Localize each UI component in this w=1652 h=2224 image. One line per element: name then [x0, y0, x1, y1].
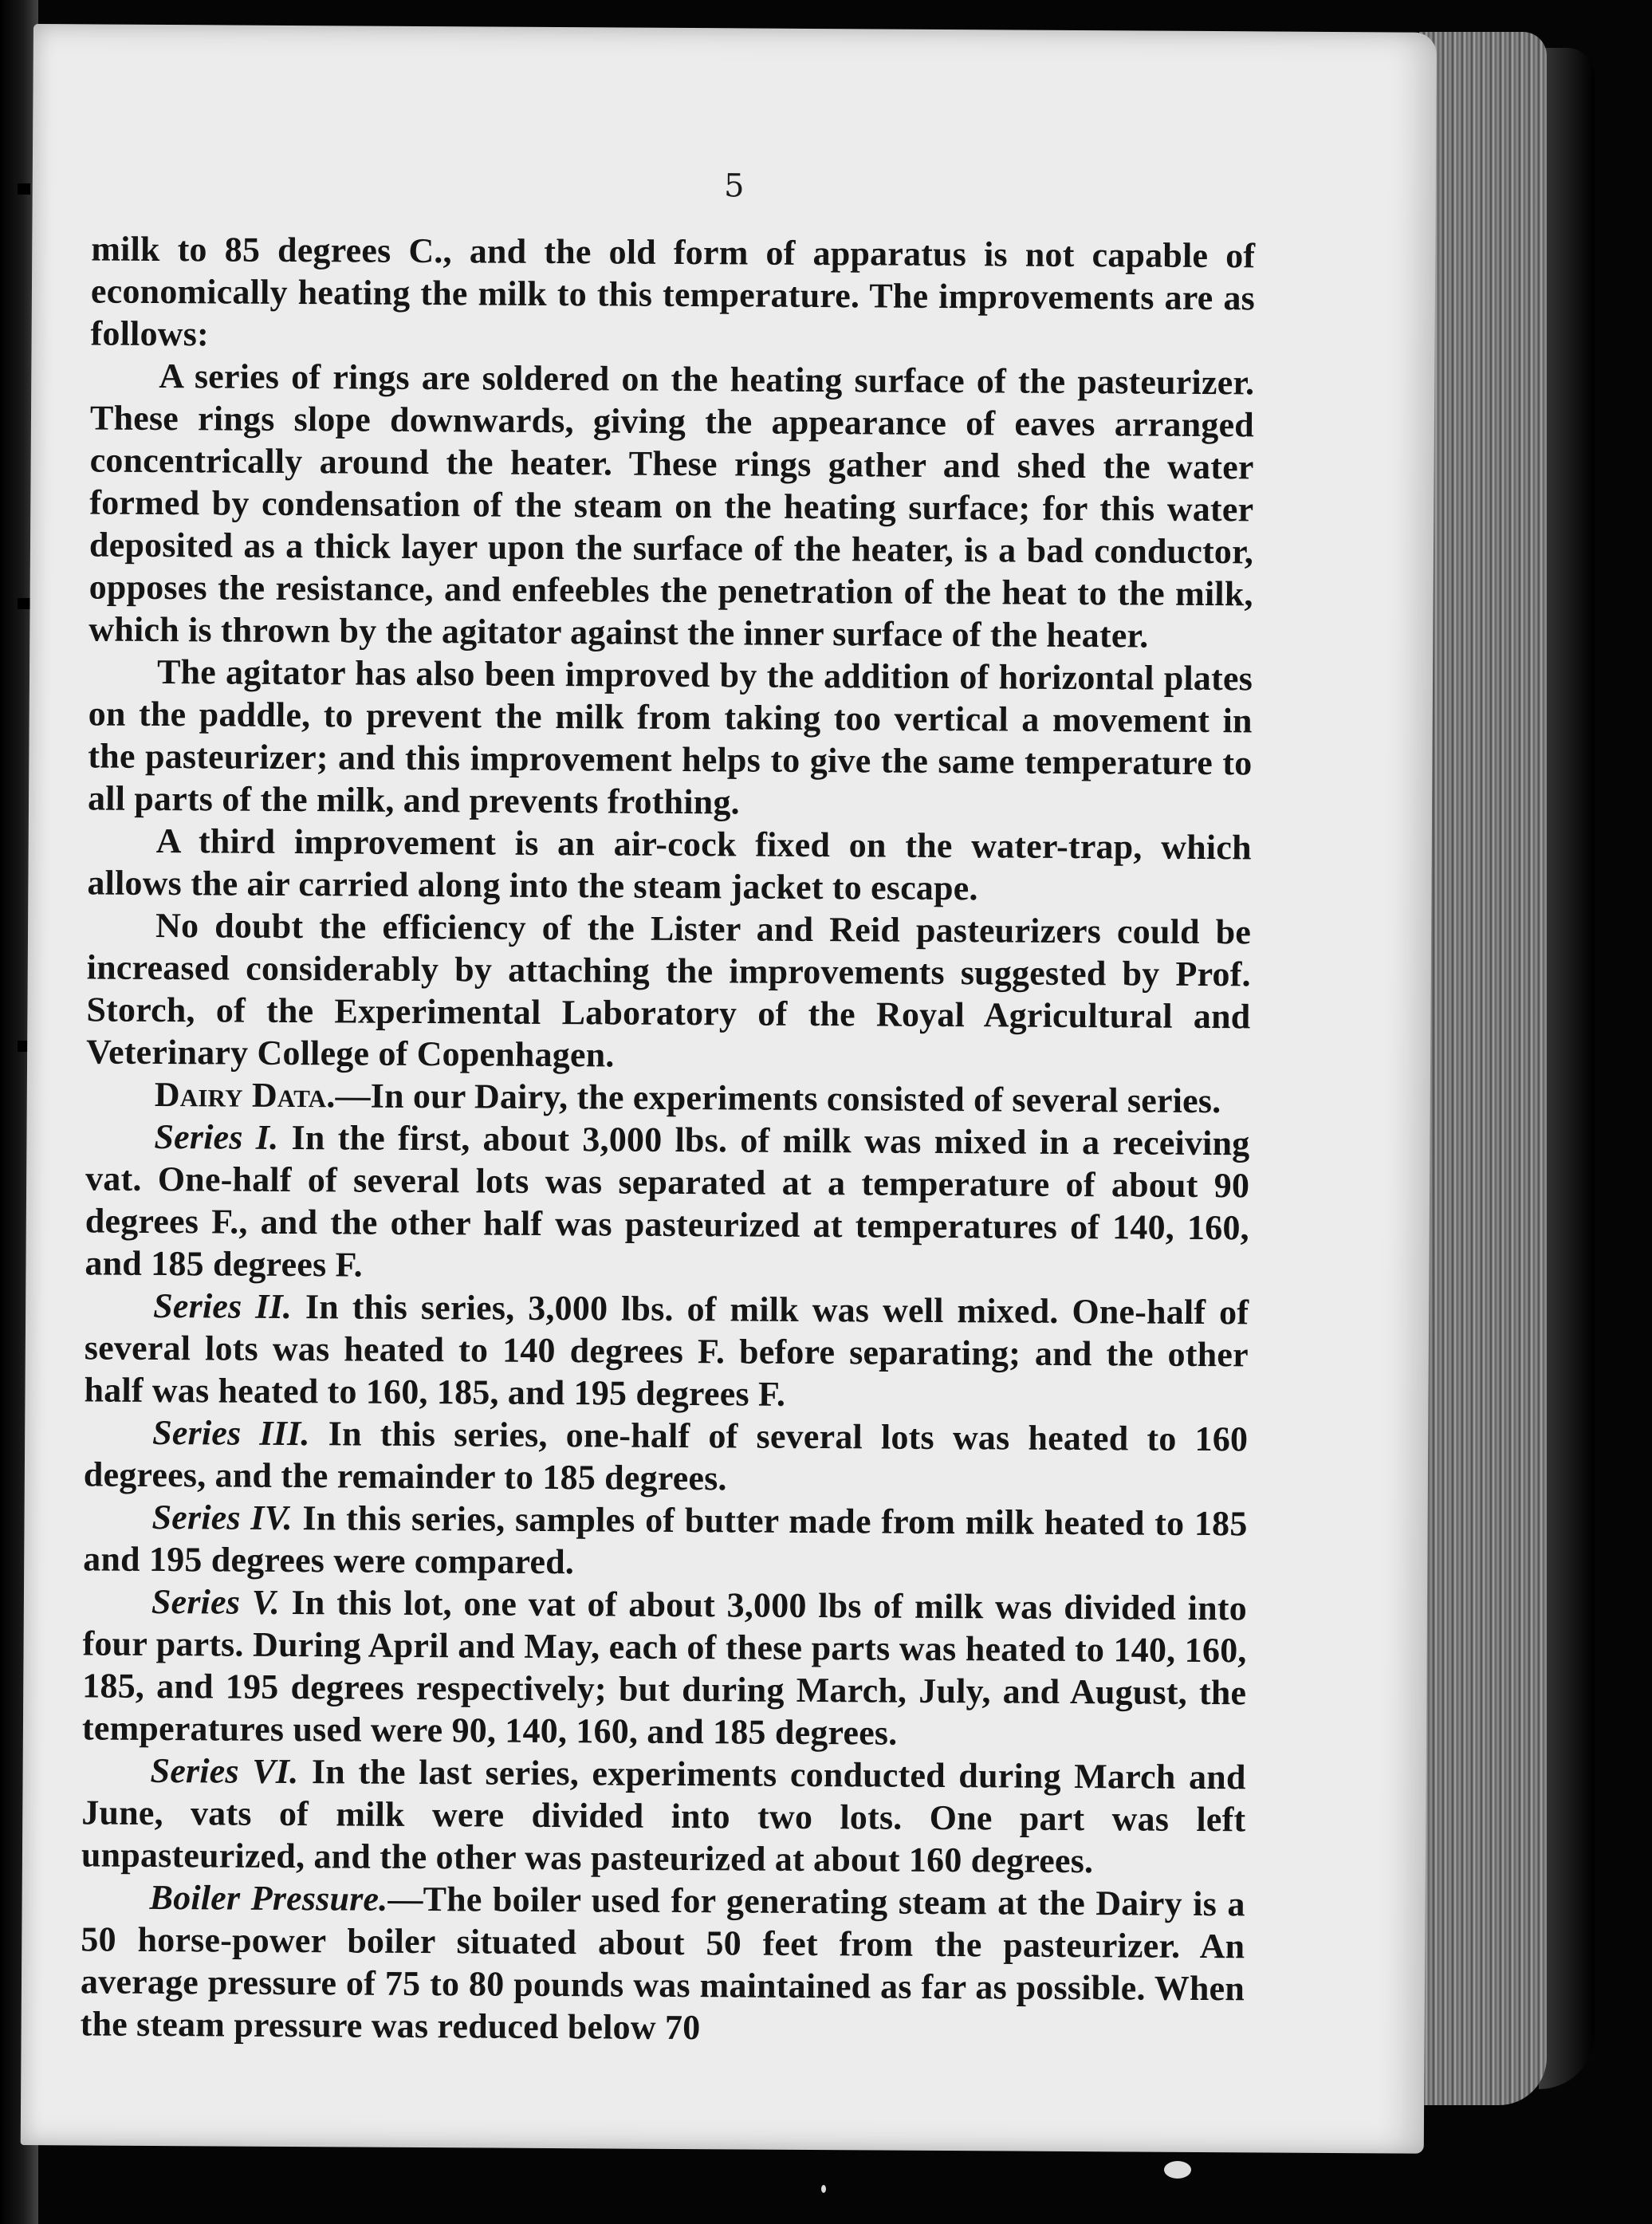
- paragraph-text: —In our Dairy, the experiments consisted of several series.: [335, 1076, 1221, 1121]
- paragraph: [84, 1411, 1249, 1502]
- page-number: 5: [723, 167, 745, 205]
- book-edge-shadow: [1539, 48, 1595, 2089]
- paragraph-text: A series of rings are soldered on the heating surface of the pasteurizer. These rings slope downwards, giving the appearance of eaves arranged concentrically around the heater. These rings gather and shed the water formed by condensation of the steam on the heating surface; for this water deposited as a thick layer upon the surface of the heater, is a bad conductor, opposes the resistance, and enfeebles the penetration of the heat to the milk, which is thrown by the agitator against the inner surface of the heater.: [88, 356, 1255, 655]
- paragraph: [88, 650, 1253, 826]
- series-heading: Series III.: [152, 1412, 310, 1454]
- paragraph-text: In this series, 3,000 lbs. of milk was well mixed. One-half of several lots was heated to 140 degrees F. before separating; and the other half was heated to 160, 185, and 195 degrees F.: [84, 1287, 1249, 1414]
- scan-artifact: [1164, 2161, 1191, 2179]
- paragraph-text: In the first, about 3,000 lbs. of milk was mixed in a receiving vat. One-half of several lots was separated at a temperature of about 90 degrees F., and the other half was pasteurized at temperatures of 140, 160, and 185 degrees F.: [85, 1117, 1250, 1285]
- series-heading: Series IV.: [151, 1497, 293, 1538]
- book-page-edges: [1419, 32, 1547, 2105]
- paragraph: [90, 227, 1255, 361]
- paragraph-text: A third improvement is an air-cock fixed on the water-trap, which allows the air carried along into the steam jacket to escape.: [87, 821, 1252, 908]
- binding-mark: [18, 598, 30, 609]
- paragraph-text: No doubt the efficiency of the Lister and Reid pasteurizers could be increased considerably by attaching the improvements suggested by Prof. Storch, of the Experimental Laboratory of the Royal Agricultural and Veterinary College of Copenhagen.: [85, 905, 1252, 1075]
- paragraph: [86, 903, 1251, 1080]
- paragraph: [87, 819, 1252, 911]
- paragraph: [88, 354, 1254, 657]
- page-sheet: [21, 24, 1437, 2154]
- binding-mark: [18, 183, 30, 195]
- body-text: [81, 227, 1256, 2052]
- paragraph-text: In this series, one-half of several lots was heated to 160 degrees, and the remainder to 185 degrees.: [83, 1414, 1249, 1498]
- paragraph: [81, 1876, 1245, 2052]
- series-heading: Series I.: [154, 1116, 279, 1157]
- paragraph-text: In this series, samples of butter made from milk heated to 185 and 195 degrees were compared.: [83, 1498, 1248, 1582]
- scan-artifact: [821, 2185, 826, 2193]
- series-heading: Series II.: [153, 1285, 293, 1327]
- paragraph: [83, 1495, 1248, 1587]
- paragraph: [86, 1073, 1250, 1122]
- paragraph-text: milk to 85 degrees C., and the old form of apparatus is not capable of economically heating the milk to this temperature. The improvements are as follows:: [90, 229, 1256, 354]
- paragraph: [84, 1284, 1249, 1418]
- paragraph-text: In this lot, one vat of about 3,000 lbs of milk was divided into four parts. During April and May, each of these parts was heated to 140, 160, 185, and 195 degrees respectively; but during March, July, and August, the temperatures used were 90, 140, 160, and 185 degrees.: [81, 1582, 1248, 1753]
- paragraph: [82, 1580, 1247, 1756]
- paragraph: [85, 1115, 1249, 1291]
- paragraph-text: The agitator has also been improved by the addition of horizontal plates on the paddle, to prevent the milk from taking too vertical a movement in the pasteurizer; and this improvement helps to give the same temperature to all parts of the milk, and prevents frothing.: [87, 651, 1253, 822]
- paragraph: [81, 1749, 1246, 1883]
- section-heading: Dairy Data.: [154, 1074, 336, 1116]
- paragraph-text: In the last series, experiments conducted during March and June, vats of milk were divided into two lots. One part was left unpasteurized, and the other was pasteurized at about 160 degrees.: [81, 1752, 1246, 1881]
- paragraph-text: —The boiler used for generating steam at the Dairy is a 50 horse-power boiler situated about 50 feet from the pasteurizer. An average pressure of 75 to 80 pounds was maintained as far as possible. When the steam pressure was reduced below 70: [80, 1879, 1245, 2048]
- series-heading: Series VI.: [150, 1750, 299, 1792]
- series-heading: Series V.: [151, 1581, 281, 1622]
- section-heading: Boiler Pressure.: [149, 1877, 388, 1919]
